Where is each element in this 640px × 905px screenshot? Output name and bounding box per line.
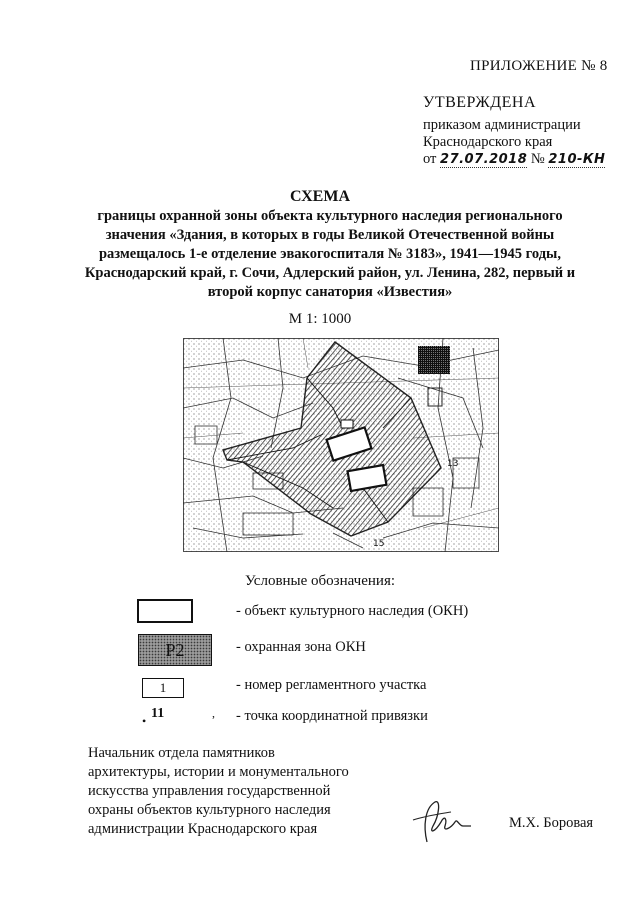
subtitle-line-2: значения «Здания, в которых в годы Великой Отечественной войны (105, 227, 555, 243)
subtitle-line-1: границы охранной зоны объекта культурного наследия регионального (97, 208, 563, 224)
legend-zone-label: - охранная зона ОКН (236, 639, 366, 655)
handwritten-signature (405, 796, 475, 848)
order-date: 27.07.2018 (440, 152, 528, 167)
approved-heading: УТВЕРЖДЕНА (423, 94, 537, 111)
signatory-line-5: администрации Краснодарского края (88, 821, 318, 837)
legend-zone-code: Р2 (165, 639, 185, 660)
legend-zone-swatch (138, 634, 212, 666)
legend-point-dot-icon: • (142, 714, 147, 728)
legend-okn-swatch (137, 599, 193, 623)
map-drawing (183, 338, 499, 552)
map-scale: М 1: 1000 (288, 311, 352, 327)
map-label-15: 15 (373, 539, 385, 549)
order-date-line (423, 151, 605, 168)
cadastral-map (183, 338, 499, 552)
signatory-position (88, 744, 349, 839)
signatory-line-1: Начальник отдела памятников (88, 745, 275, 761)
order-number: 210-КН (548, 152, 606, 167)
signatory-name: М.Х. Боровая (509, 815, 594, 831)
doc-title: СХЕМА (289, 188, 351, 205)
legend-parcel-number: 1 (159, 680, 167, 695)
map-label-13: 13 (447, 459, 459, 469)
legend-parcel-label: - номер регламентного участка (236, 677, 427, 693)
order-line-1: приказом администрации (423, 117, 581, 133)
legend-title: Условные обозначения: (244, 573, 396, 589)
order-line-2: Краснодарского края (423, 134, 553, 150)
legend-point-number: 11 (151, 706, 165, 721)
date-prefix: от (423, 151, 437, 167)
signatory-line-2: архитектуры, истории и монументального (88, 764, 349, 780)
signatory-line-3: искусства управления государственной (88, 783, 331, 799)
subtitle-line-3: размещалось 1-е отделение эвакогоспиталя № 3183», 1941—1945 годы, (98, 246, 562, 262)
legend-point-tick: , (212, 706, 215, 720)
legend-okn-label: - объект культурного наследия (ОКН) (236, 603, 469, 619)
number-prefix: № (530, 151, 545, 167)
subtitle-line-5: второй корпус санатория «Известия» (207, 284, 453, 300)
appendix-label: ПРИЛОЖЕНИЕ № 8 (470, 58, 608, 74)
subtitle-line-4: Краснодарский край, г. Сочи, Адлерский район, ул. Ленина, 282, первый и (84, 265, 576, 281)
legend-point-label: - точка координатной привязки (236, 708, 428, 724)
signatory-line-4: охраны объектов культурного наследия (88, 802, 331, 818)
legend-parcel-swatch (142, 678, 184, 698)
